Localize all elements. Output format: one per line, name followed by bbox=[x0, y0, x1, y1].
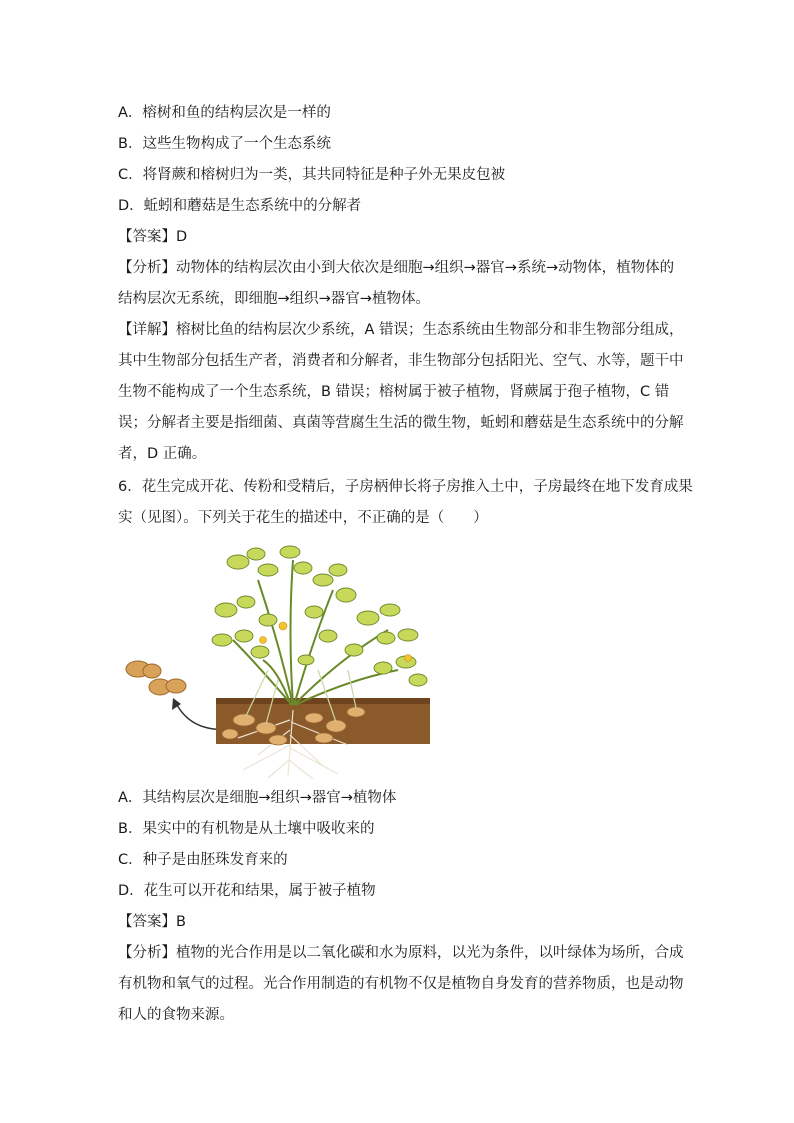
q6-option-a: A．其结构层次是细胞→组织→器官→植物体 bbox=[118, 790, 397, 806]
q5-option-b: B．这些生物构成了一个生态系统 bbox=[118, 136, 331, 152]
peanut-pods-icon bbox=[126, 661, 186, 695]
q5-detail-line-5: 者，D 正确。 bbox=[118, 446, 207, 462]
q5-detail-line-3: 生物不能构成了一个生态系统，B 错误；榕树属于被子植物，肾蕨属于孢子植物，C 错 bbox=[118, 384, 670, 400]
q5-detail-line-4: 误；分解者主要是指细菌、真菌等营腐生生活的微生物，蚯蚓和蘑菇是生态系统中的分解 bbox=[118, 415, 684, 431]
q6-analysis-line-2: 有机物和氧气的过程。光合作用制造的有机物不仅是植物自身发育的营养物质，也是动物 bbox=[118, 976, 684, 992]
q5-analysis-line-2: 结构层次无系统，即细胞→组织→器官→植物体。 bbox=[118, 291, 430, 307]
q5-option-d: D．蚯蚓和蘑菇是生态系统中的分解者 bbox=[118, 198, 362, 214]
q6-option-c: C．种子是由胚珠发育来的 bbox=[118, 852, 288, 868]
q6-stem-line-1: 6．花生完成开花、传粉和受精后，子房柄伸长将子房推入土中，子房最终在地下发育成果 bbox=[118, 479, 693, 495]
q6-answer bbox=[118, 912, 678, 932]
leaves-icon bbox=[212, 546, 427, 686]
q5-analysis-line-1 bbox=[118, 258, 678, 278]
q5-detail-tag: 【详解】 bbox=[118, 322, 176, 338]
q5-detail-text-1: 榕树比鱼的结构层次少系统，A 错误；生态系统由生物部分和非生物部分组成， bbox=[176, 322, 684, 338]
q6-analysis-line-1 bbox=[118, 943, 684, 963]
q6-analysis-text-1: 植物的光合作用是以二氧化碳和水为原料，以光为条件，以叶绿体为场所，合成 bbox=[176, 945, 684, 961]
q5-option-c: C．将肾蕨和榕树归为一类，其共同特征是种子外无果皮包被 bbox=[118, 167, 506, 183]
q5-answer bbox=[118, 227, 678, 247]
q6-analysis-tag: 【分析】 bbox=[118, 945, 176, 961]
q6-stem-line-2: 实（见图）。下列关于花生的描述中，不正确的是（ ） bbox=[118, 510, 488, 526]
q5-answer-tag: 【答案】 bbox=[118, 229, 176, 245]
q5-analysis-tag: 【分析】 bbox=[118, 260, 176, 276]
q5-detail-line-1 bbox=[118, 320, 684, 340]
q6-option-b: B．果实中的有机物是从土壤中吸收来的 bbox=[118, 821, 375, 837]
q5-option-a: A．榕树和鱼的结构层次是一样的 bbox=[118, 105, 331, 121]
q5-analysis-text-1: 动物体的结构层次由小到大依次是细胞→组织→器官→系统→动物体，植物体的 bbox=[176, 260, 675, 276]
q6-analysis-line-3: 和人的食物来源。 bbox=[118, 1007, 234, 1023]
q5-detail-line-2: 其中生物部分包括生产者，消费者和分解者，非生物部分包括阳光、空气、水等，题干中 bbox=[118, 353, 684, 369]
peanut-plant-illustration bbox=[118, 540, 438, 780]
q6-option-d: D．花生可以开花和结果，属于被子植物 bbox=[118, 883, 376, 899]
q6-answer-tag: 【答案】 bbox=[118, 914, 176, 930]
q5-answer-value: D bbox=[176, 229, 188, 245]
q6-answer-value: B bbox=[176, 914, 186, 930]
